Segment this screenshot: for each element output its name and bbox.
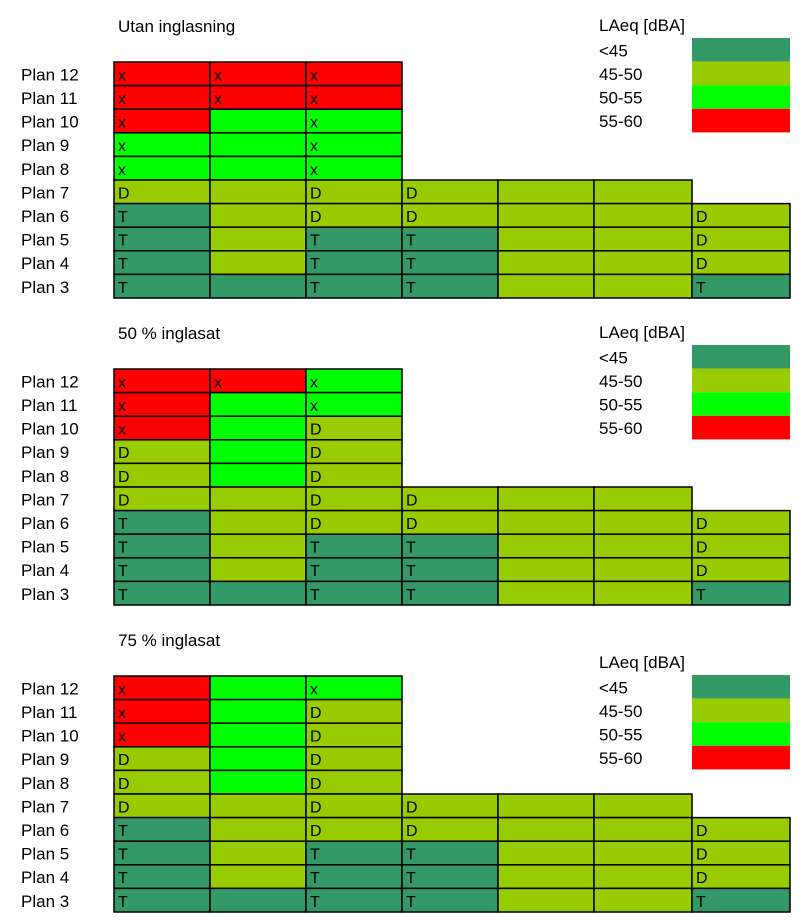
legend-title: LAeq [dBA] [599, 323, 686, 342]
cell-marker: T [310, 279, 320, 297]
cell-marker: D [310, 752, 322, 770]
heatmap-cell [114, 109, 210, 133]
heatmap-cell [114, 676, 210, 700]
heatmap-cell [210, 156, 306, 180]
heatmap-cell [498, 558, 594, 582]
heatmap-cell [114, 700, 210, 724]
heatmap-cell [210, 487, 306, 511]
heatmap-cell [114, 369, 210, 393]
cell-marker: x [118, 138, 126, 156]
cell-marker: D [310, 468, 322, 486]
legend-swatch [692, 38, 790, 62]
legend-label: 45-50 [599, 65, 643, 85]
cell-marker: x [310, 398, 318, 416]
cell-marker: T [118, 563, 128, 581]
heatmap-cell [498, 794, 594, 818]
cell-marker: x [118, 705, 126, 723]
row-label: Plan 3 [21, 277, 70, 297]
heatmap-cell [306, 109, 402, 133]
cell-marker: D [310, 823, 322, 841]
row-label: Plan 3 [21, 584, 70, 604]
cell-marker: x [118, 67, 126, 85]
heatmap-cell [210, 86, 306, 110]
heatmap-cell [692, 581, 790, 605]
heatmap-cell [114, 841, 210, 865]
row-label: Plan 7 [21, 183, 70, 203]
cell-marker: D [406, 492, 418, 510]
cell-marker: D [310, 516, 322, 534]
cell-marker: T [118, 586, 128, 604]
heatmap-cell [498, 511, 594, 535]
heatmap-cell [210, 888, 306, 912]
heatmap-cell [402, 841, 498, 865]
heatmap-cell [210, 865, 306, 889]
heatmap-cell [114, 818, 210, 842]
cell-marker: T [310, 870, 320, 888]
legend-title: LAeq [dBA] [599, 16, 686, 35]
row-label: Plan 3 [21, 891, 70, 911]
cell-marker: T [406, 232, 416, 250]
cell-marker: T [310, 232, 320, 250]
legend-label: <45 [599, 678, 628, 698]
legend-swatch [692, 62, 790, 86]
heatmap-cell [498, 251, 594, 275]
legend-label: 50-55 [599, 395, 643, 415]
cell-marker: x [310, 161, 318, 179]
heatmap-cell [402, 888, 498, 912]
row-label: Plan 5 [21, 844, 70, 864]
heatmap-cell [114, 865, 210, 889]
heatmap-cell [114, 251, 210, 275]
legend-swatch [692, 85, 790, 109]
heatmap-cell [114, 86, 210, 110]
cell-marker: D [406, 185, 418, 203]
cell-marker: T [118, 846, 128, 864]
heatmap-cell [402, 558, 498, 582]
heatmap-cell [306, 888, 402, 912]
cell-marker: D [310, 705, 322, 723]
cell-marker: x [310, 138, 318, 156]
heatmap-cell [210, 558, 306, 582]
cell-marker: T [406, 563, 416, 581]
row-label: Plan 11 [21, 703, 78, 723]
heatmap-cell [306, 251, 402, 275]
cell-marker: x [118, 421, 126, 439]
legend-label: 50-55 [599, 88, 643, 108]
heatmap-cell [594, 511, 692, 535]
legend-label: <45 [599, 41, 628, 61]
legend-label: 55-60 [599, 112, 643, 132]
heatmap-cell [210, 818, 306, 842]
heatmap-cell [210, 723, 306, 747]
heatmap-cell [210, 274, 306, 298]
heatmap-cell [306, 156, 402, 180]
cell-marker: T [118, 893, 128, 911]
cell-marker: D [118, 445, 130, 463]
heatmap-cell [210, 393, 306, 417]
heatmap-cell [306, 841, 402, 865]
heatmap-cell [594, 487, 692, 511]
cell-marker: D [118, 468, 130, 486]
cell-marker: x [310, 681, 318, 699]
heatmap-cell [306, 86, 402, 110]
cell-marker: T [118, 279, 128, 297]
cell-marker: x [118, 728, 126, 746]
cell-marker: T [310, 846, 320, 864]
heatmap-cell [402, 251, 498, 275]
legend-swatch [692, 675, 790, 699]
heatmap-cell [692, 274, 790, 298]
heatmap-cell [114, 581, 210, 605]
cell-marker: D [118, 492, 130, 510]
heatmap-cell [210, 676, 306, 700]
heatmap-cell [210, 440, 306, 464]
heatmap-cell [498, 227, 594, 251]
cell-marker: D [310, 185, 322, 203]
chart-title: Utan inglasning [118, 17, 236, 36]
cell-marker: T [118, 823, 128, 841]
cell-marker: D [310, 445, 322, 463]
cell-marker: T [118, 209, 128, 227]
heatmap-cell [210, 251, 306, 275]
heatmap-cell [210, 133, 306, 157]
cell-marker: D [310, 775, 322, 793]
cell-marker: D [406, 823, 418, 841]
legend-label: 45-50 [599, 372, 643, 392]
heatmap-cell [114, 274, 210, 298]
row-label: Plan 4 [21, 561, 70, 581]
heatmap-cell [210, 109, 306, 133]
row-label: Plan 12 [21, 679, 79, 699]
heatmap-cell [498, 204, 594, 228]
heatmap-cell [210, 180, 306, 204]
cell-marker: D [118, 185, 130, 203]
cell-marker: D [696, 232, 708, 250]
chart-panel-3 [21, 631, 790, 912]
heatmap-cell [306, 133, 402, 157]
heatmap-cell [210, 204, 306, 228]
heatmap-cell [114, 558, 210, 582]
cell-marker: D [310, 492, 322, 510]
row-label: Plan 10 [21, 112, 79, 132]
heatmap-cell [498, 180, 594, 204]
legend-label: <45 [599, 348, 628, 368]
cell-marker: D [118, 775, 130, 793]
cell-marker: T [118, 516, 128, 534]
cell-marker: D [310, 728, 322, 746]
cell-marker: D [696, 846, 708, 864]
cell-marker: x [118, 374, 126, 392]
row-label: Plan 4 [21, 254, 70, 274]
cell-marker: x [214, 67, 222, 85]
row-label: Plan 8 [21, 773, 70, 793]
heatmap-cell [210, 794, 306, 818]
heatmap-cell [498, 487, 594, 511]
row-label: Plan 10 [21, 726, 79, 746]
cell-marker: D [406, 516, 418, 534]
cell-marker: x [118, 681, 126, 699]
cell-marker: T [406, 846, 416, 864]
heatmap-cell [306, 676, 402, 700]
heatmap-cell [210, 700, 306, 724]
heatmap-cell [210, 62, 306, 86]
cell-marker: T [406, 539, 416, 557]
heatmap-cell [114, 723, 210, 747]
legend-label: 50-55 [599, 725, 643, 745]
chart-title: 75 % inglasat [118, 631, 221, 650]
heatmap-cell [306, 227, 402, 251]
row-label: Plan 6 [21, 821, 70, 841]
heatmap-cell [594, 274, 692, 298]
heatmap-cell [498, 818, 594, 842]
heatmap-cell [594, 865, 692, 889]
cell-marker: T [406, 279, 416, 297]
heatmap-cell [114, 888, 210, 912]
row-label: Plan 8 [21, 466, 70, 486]
heatmap-cell [498, 581, 594, 605]
row-label: Plan 10 [21, 419, 79, 439]
cell-marker: x [214, 91, 222, 109]
cell-marker: T [696, 586, 706, 604]
row-label: Plan 9 [21, 443, 70, 463]
cell-marker: T [118, 539, 128, 557]
cell-marker: x [310, 91, 318, 109]
cell-marker: D [118, 799, 130, 817]
heatmap-cell [402, 865, 498, 889]
cell-marker: D [310, 799, 322, 817]
heatmap-cell [114, 156, 210, 180]
cell-marker: D [696, 256, 708, 274]
heatmap-cell [498, 865, 594, 889]
legend-label: 55-60 [599, 419, 643, 439]
heatmap-cell [306, 534, 402, 558]
heatmap-cell [306, 581, 402, 605]
cell-marker: x [310, 114, 318, 132]
heatmap-cell [210, 227, 306, 251]
legend [599, 16, 790, 132]
row-label: Plan 5 [21, 230, 70, 250]
legend [599, 323, 790, 439]
legend-title: LAeq [dBA] [599, 653, 686, 672]
cell-marker: T [406, 893, 416, 911]
cell-marker: T [118, 870, 128, 888]
legend-swatch [692, 345, 790, 369]
cell-marker: T [406, 870, 416, 888]
heatmap-cell [210, 770, 306, 794]
cell-marker: D [118, 752, 130, 770]
cell-marker: T [118, 232, 128, 250]
cell-marker: T [310, 893, 320, 911]
heatmap-cell [594, 841, 692, 865]
heatmap-cell [402, 534, 498, 558]
heatmap-cell [210, 841, 306, 865]
row-label: Plan 9 [21, 136, 70, 156]
cell-marker: x [214, 374, 222, 392]
heatmap-cell [306, 865, 402, 889]
heatmap-cell [210, 581, 306, 605]
cell-marker: D [310, 421, 322, 439]
cell-marker: D [696, 870, 708, 888]
heatmap-cell [594, 794, 692, 818]
heatmap-cell [594, 534, 692, 558]
heatmap-cell [306, 274, 402, 298]
row-label: Plan 12 [21, 65, 79, 85]
heatmap-cell [306, 558, 402, 582]
heatmap-cell [306, 393, 402, 417]
row-label: Plan 7 [21, 797, 70, 817]
cell-marker: T [696, 279, 706, 297]
heatmap-cell [594, 227, 692, 251]
row-label: Plan 9 [21, 750, 70, 770]
cell-marker: T [310, 586, 320, 604]
cell-marker: x [118, 114, 126, 132]
legend-swatch [692, 392, 790, 416]
cell-marker: x [310, 374, 318, 392]
heatmap-cell [306, 369, 402, 393]
legend-swatch [692, 109, 790, 133]
legend-swatch [692, 416, 790, 440]
legend-label: 55-60 [599, 749, 643, 769]
row-label: Plan 4 [21, 868, 70, 888]
heatmap-cell [594, 888, 692, 912]
heatmap-cell [210, 463, 306, 487]
chart-panel-2 [21, 323, 790, 605]
cell-marker: D [310, 209, 322, 227]
heatmap-cell [498, 888, 594, 912]
cell-marker: x [118, 91, 126, 109]
heatmap-cell [402, 581, 498, 605]
heatmap-cell [402, 274, 498, 298]
heatmap-cell [114, 393, 210, 417]
cell-marker: D [406, 799, 418, 817]
legend [599, 653, 790, 769]
heatmap-cell [594, 581, 692, 605]
heatmap-cell [210, 511, 306, 535]
heatmap-cell [594, 251, 692, 275]
cell-marker: T [118, 256, 128, 274]
row-label: Plan 6 [21, 514, 70, 534]
heatmap-cell [114, 204, 210, 228]
cell-marker: T [696, 893, 706, 911]
cell-marker: D [696, 563, 708, 581]
legend-swatch [692, 722, 790, 746]
heatmap-cell [498, 841, 594, 865]
heatmap-cell [114, 534, 210, 558]
heatmap-cell [114, 511, 210, 535]
cell-marker: T [310, 539, 320, 557]
heatmap-cell [498, 274, 594, 298]
heatmap-cell [498, 534, 594, 558]
heatmap-cell [114, 133, 210, 157]
heatmap-cell [594, 180, 692, 204]
cell-marker: D [696, 539, 708, 557]
heatmap-cell [594, 204, 692, 228]
heatmap-cell [210, 369, 306, 393]
cell-marker: D [406, 209, 418, 227]
row-label: Plan 7 [21, 490, 70, 510]
row-label: Plan 8 [21, 159, 70, 179]
row-label: Plan 6 [21, 207, 70, 227]
heatmap-cell [402, 227, 498, 251]
heatmap-cell [306, 62, 402, 86]
heatmap-cell [594, 818, 692, 842]
cell-marker: T [310, 256, 320, 274]
heatmap-cell [210, 416, 306, 440]
chart-panel-1 [21, 16, 790, 298]
cell-marker: D [696, 516, 708, 534]
cell-marker: x [118, 161, 126, 179]
cell-marker: D [696, 823, 708, 841]
row-label: Plan 11 [21, 89, 78, 109]
chart-title: 50 % inglasat [118, 324, 221, 343]
legend-label: 45-50 [599, 702, 643, 722]
legend-swatch [692, 369, 790, 393]
heatmap-cell [114, 416, 210, 440]
cell-marker: D [696, 209, 708, 227]
row-label: Plan 12 [21, 372, 79, 392]
row-label: Plan 5 [21, 537, 70, 557]
cell-marker: x [310, 67, 318, 85]
legend-swatch [692, 699, 790, 723]
legend-swatch [692, 746, 790, 770]
cell-marker: T [406, 256, 416, 274]
row-label: Plan 11 [21, 396, 78, 416]
heatmap-cell [114, 227, 210, 251]
cell-marker: T [310, 563, 320, 581]
heatmap-cell [210, 534, 306, 558]
heatmap-cell [114, 62, 210, 86]
heatmap-cell [692, 888, 790, 912]
cell-marker: T [406, 586, 416, 604]
cell-marker: x [118, 398, 126, 416]
heatmap-cell [594, 558, 692, 582]
heatmap-cell [210, 747, 306, 771]
